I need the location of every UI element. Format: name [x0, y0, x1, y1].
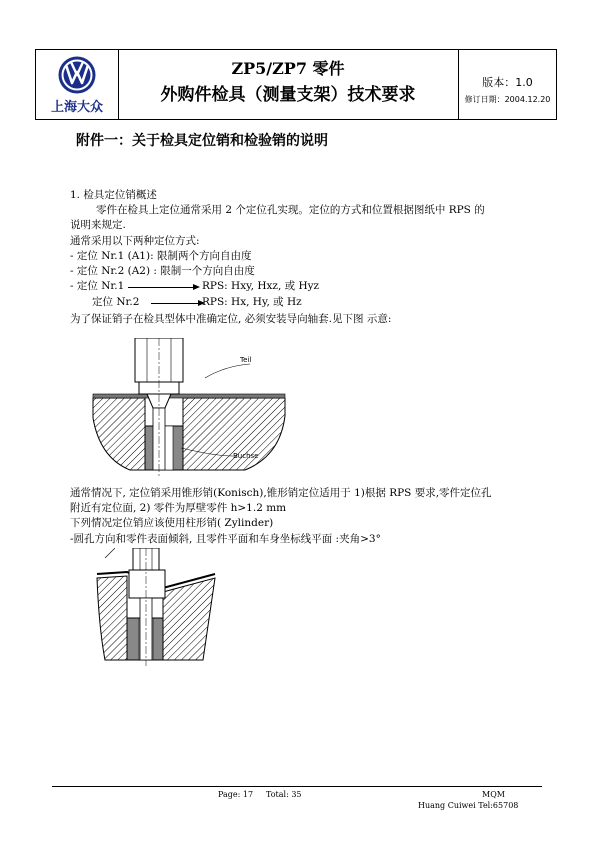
page-number: Page: 17: [218, 790, 254, 799]
arrow-icon: [128, 287, 198, 288]
vw-logo-icon: [57, 55, 97, 95]
section-heading: 1. 检具定位销概述: [70, 189, 157, 201]
list-item: - 定位 Nr.1 (A1): 限制两个方向自由度: [70, 250, 252, 262]
paragraph-4: 通常情况下, 定位销采用锥形销(Konisch),锥形销定位适用于 1)根据 RPS 要求,零件定位孔: [70, 487, 492, 499]
version-label: 版本：1.0: [482, 76, 533, 89]
document-header: [35, 49, 557, 120]
department: MQM: [482, 790, 505, 799]
paragraph-1: 零件在检具上定位通常采用 2 个定位孔实现。定位的方式和位置根据图纸中 RPS 的: [96, 204, 485, 216]
title-line1: ZP5/ZP7 零件: [231, 59, 345, 78]
author: Huang Cuiwei Tel:65708: [418, 801, 519, 810]
paragraph-4b: 附近有定位面, 2) 零件为厚壁零件 h>1.2 mm: [70, 502, 287, 514]
footer-divider: [52, 786, 542, 787]
figure-conical-pin: [85, 338, 300, 480]
version-cell: [459, 50, 556, 119]
list-item: - 定位 Nr.2 (A2) : 限制一个方向自由度: [70, 265, 255, 277]
list-item: 定位 Nr.2: [92, 296, 140, 308]
paragraph-5: 下列情况定位销应该使用柱形销( Zylinder): [70, 517, 274, 529]
label-buchse: Buchse: [233, 452, 259, 460]
revision-date: 修订日期：2004.12.20: [464, 95, 551, 104]
page-total: Total: 35: [266, 790, 302, 799]
paragraph-2: 通常采用以下两种定位方式:: [70, 235, 200, 247]
paragraph-1b: 说明来规定.: [70, 219, 126, 231]
paragraph-3: 为了保证销子在检具型体中准确定位, 必须安装导向轴套.见下图 示意:: [70, 313, 392, 325]
label-teil: Teil: [240, 356, 252, 364]
title-cell: [118, 50, 459, 119]
attachment-title: 附件一：关于检具定位销和检验销的说明: [76, 133, 328, 149]
list-item-rps: RPS: Hx, Hy, 或 Hz: [202, 296, 302, 308]
figure-cylindrical-pin: [95, 548, 230, 678]
logo-cell: [36, 50, 119, 119]
arrow-icon: [151, 303, 203, 304]
company-name: 上海大众: [50, 100, 103, 115]
list-item-rps: RPS: Hxy, Hxz, 或 Hyz: [202, 280, 320, 292]
paragraph-6: -圆孔方向和零件表面倾斜, 且零件平面和车身坐标线平面 :夹角>3°: [70, 533, 381, 545]
title-line2: 外购件检具（测量支架）技术要求: [160, 85, 416, 105]
list-item: - 定位 Nr.1: [70, 280, 125, 292]
